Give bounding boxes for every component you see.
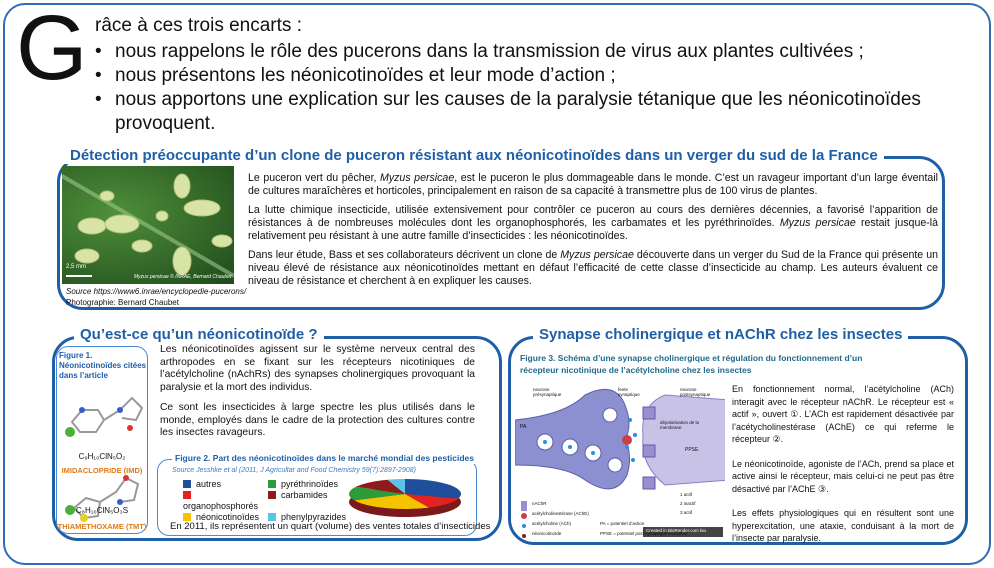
legend-swatch xyxy=(183,480,191,488)
pre-neuron-label: neurone présynaptique xyxy=(533,387,562,397)
figure2-caption: Figure 2. Part des néonicotinoïdes dans le marché mondial des pesticides xyxy=(172,453,477,464)
mol1-name: IMIDACLOPRIDE (IMD) xyxy=(61,466,143,475)
legend-swatch xyxy=(268,491,276,499)
figure2-source: Source Jesshke et al (2011, J Agricultar and Food Chemistry 59(7):2897-2908) xyxy=(172,467,416,474)
figure2-note: En 2011, ils représentent un quart (volume) des ventes totales d’insecticides xyxy=(170,521,491,532)
aphid-photo xyxy=(62,166,234,284)
legend-label: néonicotinoïdes xyxy=(196,512,260,522)
synapse-para-1: En fonctionnement normal, l’acétylcholine (ACh) interagit avec le récepteur nAChR. Le récepteur est « actif », ouvert ①. L’ACh est rapidement désactivée par l’acétycholinestérase (AChE) ce qui referme le récepteur ②. xyxy=(732,384,954,444)
legend-swatch xyxy=(268,513,276,521)
legend-item xyxy=(183,479,268,490)
cleft-label: fente synaptique xyxy=(618,387,640,397)
diagram-legend: nAChR acétylcholinestérase (AChE) acétylcholine (ACh) néonicotinoïde xyxy=(532,501,589,536)
photo-scale: 2,5 mm xyxy=(66,264,87,270)
legend-swatch xyxy=(183,491,191,499)
intro-bullet: • nous apportons une explication sur les causes de la paralysie tétanique que les néonicotinoïdes provoquent. xyxy=(95,88,994,136)
diagram-abbr: PA = potentiel d’action PPSE = potentiel post-synaptique excitateur xyxy=(600,521,688,536)
pa-label: PA xyxy=(520,424,527,430)
legend-label: carbamides xyxy=(281,490,328,500)
legend-label: pyréthrinoïdes xyxy=(281,479,339,489)
source-link: Source https://www6.inrae/encyclopedie-pucerons/ xyxy=(66,287,247,296)
photo-source xyxy=(66,286,246,308)
synapse-text xyxy=(732,383,954,551)
figure3-caption: Figure 3. Schéma d’une synapse cholinergique et régulation du fonctionnement d’un récepteur nicotinique de l’acétylcholine chez les insectes xyxy=(520,353,863,375)
intro-bullet: • nous présentons les néonicotinoïdes et leur mode d’action ; xyxy=(95,64,994,88)
neonic-text xyxy=(160,344,475,446)
post-neuron-label: neurone postsynaptique xyxy=(680,387,711,397)
legend-label: autres xyxy=(196,479,222,489)
neonic-box-title: Qu’est-ce qu’un néonicotinoïde ? xyxy=(74,326,324,343)
aphid-text: Le puceron vert du pêcher, Myzus persicae, est le puceron le plus dommageable dans le monde. C’est un ravageur important d’un large éventail de cultures maraîchères et horticoles, principalement en raison de sa capacité à transmettre plus de 100 virus de plantes. La lutte chimique insecticide, utilisée extensivement pour contrôler ce puceron au cours des dernières décennies, a favorisé l’apparition de résistances à de nombreuses molécules dont les organophosphorés, les carbamates et les pyréthrinoïdes. Myzus persicae restait jusque-là relativement peu résistant à une autre famille d’insecticides : les néonicotinoïdes. Dans leur étude, Bass et ses collaborateurs décrivent un clone de Myzus persicae découverte dans un verger du Sud de la France qui présente un niveau élevé de résistance aux néonicotinoïdes mettant en défaut l’efficacité de cette classe d’insecticide au champ. Les auteurs évaluent ce niveau de résistance et cherchent à en expliquer les causes. xyxy=(248,172,939,287)
legend-label: organophosphorés xyxy=(183,501,259,511)
photographer: Photographie: Bernard Chaubet xyxy=(66,298,179,307)
intro-lead: râce à ces trois encarts : xyxy=(95,15,302,36)
ppse-label: PPSE xyxy=(685,447,699,453)
figure1-caption: Figure 1. Néonicotinoïdes citées dans l’article xyxy=(59,351,147,380)
drop-cap: G xyxy=(16,0,88,99)
biorender-credit: Created in BioRender.com bio xyxy=(646,528,707,533)
pie-chart xyxy=(345,477,465,519)
mol2-formula: C₈H₁₀ClN₅O₃S xyxy=(75,506,129,515)
legend-swatch xyxy=(268,480,276,488)
legend-label: phenylpyrazides xyxy=(281,512,347,522)
depol-label: dépolarisation de la membrane xyxy=(660,420,700,430)
legend-item xyxy=(183,490,268,512)
photo-credit: Myzus persicae © INRAE, Bernard Chaubet xyxy=(134,274,232,280)
mol1-formula: C₉H₁₀ClN₅O₂ xyxy=(78,452,126,461)
diagram-states: 1 actif 2 inactif 3 actif xyxy=(680,492,696,515)
neonic-para-2: Ce sont les insecticides à large spectre les plus utilisés dans le monde, employés dans le cadre de la protection des cultures contre les insectes ravageurs. xyxy=(160,402,475,438)
legend-swatch xyxy=(183,513,191,521)
neonic-para-1: Les néonicotinoïdes agissent sur le système nerveux central des arthropodes en se fixant sur les récepteurs nicotiniques de l’acétylcholine (nAchRs) des synapses cholinergiques provoquant la paralysie et la mort des individus. xyxy=(160,344,475,393)
mol2-name: THIAMETHOXAME (TMT) xyxy=(57,522,147,531)
synapse-para-2: Le néonicotinoïde, agoniste de l’ACh, prend sa place et active ainsi le récepteur, mais celui-ci ne peut pas être désactivé par l’AChE ③. xyxy=(732,458,954,494)
intro-bullet: • nous rappelons le rôle des pucerons dans la transmission de virus aux plantes cultivées ; xyxy=(95,40,994,64)
pie-legend xyxy=(183,479,358,523)
intro xyxy=(95,14,994,136)
synapse-box-title: Synapse cholinergique et nAChR chez les insectes xyxy=(533,326,908,343)
synapse-para-3: Les effets physiologiques qui en résultent sont une hyperexcitation, une ataxie, conduisant à la mort de l’insecte par paralysie. xyxy=(732,508,954,543)
aphid-box-title: Détection préoccupante d’un clone de puceron résistant aux néonicotinoïdes dans un verger du sud de la France xyxy=(64,147,884,164)
